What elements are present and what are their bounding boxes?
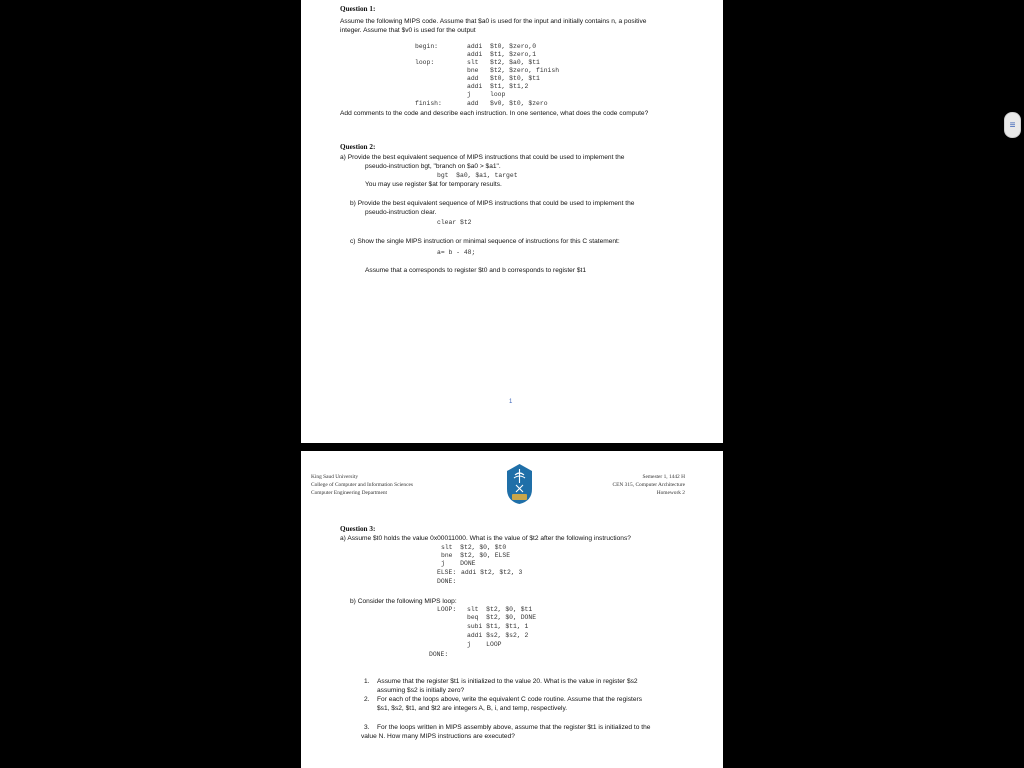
course-name: CEN 315, Computer Architecture xyxy=(612,482,685,488)
code-line: j loop xyxy=(467,91,506,98)
question-2a-code: bgt $a0, $a1, target xyxy=(437,172,518,179)
question-1-title: Question 1: xyxy=(340,5,376,13)
item-number: 3. xyxy=(364,724,370,731)
question-1-intro-line-2: integer. Assume that $v0 is used for the output xyxy=(340,27,476,34)
code-label: finish: xyxy=(415,100,442,107)
question-3b-line: b) Consider the following MIPS loop: xyxy=(350,598,457,605)
side-menu-button[interactable] xyxy=(1004,112,1021,138)
menu-icon: ≡ xyxy=(1009,119,1016,131)
question-2a-note: You may use register $at for temporary results. xyxy=(365,181,502,188)
question-2b-code: clear $t2 xyxy=(437,219,472,226)
university-logo-icon xyxy=(506,463,533,505)
question-2-title: Question 2: xyxy=(340,143,376,151)
item-line: Assume that the register $t1 is initialized to the value 20. What is the value in register $s2 xyxy=(377,678,638,685)
item-line: For each of the loops above, write the equivalent C code routine. Assume that the registers xyxy=(377,696,642,703)
item-line: value N. How many MIPS instructions are executed? xyxy=(361,733,515,740)
code-line: slt $t2, $0, $t0 xyxy=(441,544,507,551)
document-page-2 xyxy=(301,451,723,768)
code-label: ELSE: xyxy=(437,569,457,576)
question-2c-note: Assume that a corresponds to register $t0 and b corresponds to register $t1 xyxy=(365,267,587,274)
homework-number: Homework 2 xyxy=(656,490,685,496)
item-line: $s1, $s2, $t1, and $t2 are integers A, B, i, and temp, respectively. xyxy=(377,705,568,712)
code-line: j DONE xyxy=(441,560,476,567)
code-line: addi $t1, $zero,1 xyxy=(467,51,537,58)
code-line: addi $t0, $zero,0 xyxy=(467,43,537,50)
document-page-1 xyxy=(301,0,723,443)
code-line: slt $t2, $0, $t1 xyxy=(467,606,533,613)
university-name: King Saud University xyxy=(311,474,359,480)
item-line: assuming $s2 is initially zero? xyxy=(377,687,465,694)
page-number: 1 xyxy=(509,399,513,405)
code-line: addi $t1, $t1,2 xyxy=(467,83,529,90)
code-line: subi $t1, $t1, 1 xyxy=(467,623,529,630)
item-line: For the loops written in MIPS assembly above, assume that the register $t1 is initialized to the xyxy=(377,724,651,731)
semester: Semester 1, 1442 H xyxy=(642,474,685,480)
code-line: j LOOP xyxy=(467,641,502,648)
code-label: DONE: xyxy=(437,578,457,585)
code-line: addi $s2, $s2, 2 xyxy=(467,632,529,639)
item-number: 2. xyxy=(364,696,370,703)
code-label: LOOP: xyxy=(437,606,457,613)
question-2c-code: a= b - 48; xyxy=(437,249,476,256)
question-2a-line-2: pseudo-instruction bgt, "branch on $a0 > $a1". xyxy=(365,163,501,170)
question-3-title: Question 3: xyxy=(340,525,376,533)
department-name: Computer Engineering Department xyxy=(311,490,388,496)
code-line: bne $t2, $zero, finish xyxy=(467,67,560,74)
question-2a-line-1: a) Provide the best equivalent sequence of MIPS instructions that could be used to implement the xyxy=(340,154,625,161)
code-line: addi $t2, $t2, 3 xyxy=(461,569,523,576)
college-name: College of Computer and Information Sciences xyxy=(311,482,413,488)
question-2b-line-2: pseudo-instruction clear. xyxy=(365,209,437,216)
question-1-closing: Add comments to the code and describe each instruction. In one sentence, what does the code compute? xyxy=(340,110,649,117)
code-label: begin: xyxy=(415,43,439,50)
code-line: add $v0, $t0, $zero xyxy=(467,100,548,107)
code-line: beq $t2, $0, DONE xyxy=(467,614,537,621)
item-number: 1. xyxy=(364,678,370,685)
question-3a-line: a) Assume $t0 holds the value 0x00011000. What is the value of $t2 after the following instructions? xyxy=(340,535,631,542)
question-2c-line: c) Show the single MIPS instruction or minimal sequence of instructions for this C statement: xyxy=(350,238,620,245)
code-label: loop: xyxy=(415,59,435,66)
question-2b-line-1: b) Provide the best equivalent sequence of MIPS instructions that could be used to implement the xyxy=(350,200,635,207)
code-label: DONE: xyxy=(429,651,449,658)
question-1-intro-line-1: Assume the following MIPS code. Assume that $a0 is used for the input and initially contains n, a positive xyxy=(340,18,647,25)
code-line: bne $t2, $0, ELSE xyxy=(441,552,511,559)
code-line: slt $t2, $a0, $t1 xyxy=(467,59,540,66)
code-line: add $t0, $t0, $t1 xyxy=(467,75,540,82)
